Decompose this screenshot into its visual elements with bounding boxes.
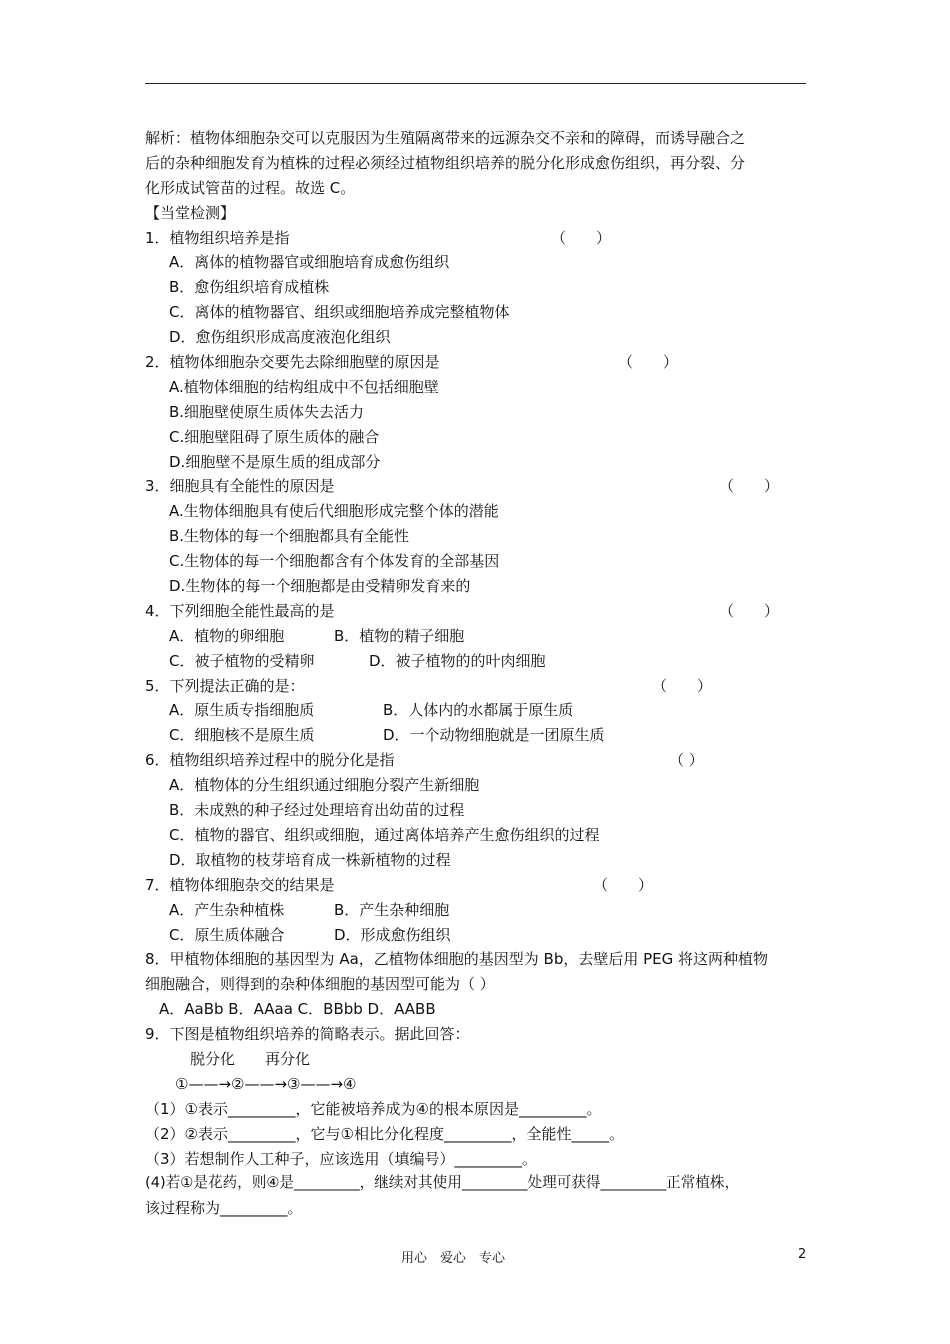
question-4-stem [145,599,810,624]
question-9-sub-4: (4)若①是花药，则④是_________，继续对其使用_________处理可获得_________正常植株， [145,1174,740,1192]
analysis-line-1: 解析：植物体细胞杂交可以克服因为生殖隔离带来的远源杂交不亲和的障碍，而诱导融合之 [145,129,746,147]
document-body [145,126,810,1221]
question-6-option-a: A．植物体的分生组织通过细胞分裂产生新细胞 [169,776,480,795]
question-9-sub-3: （3）若想制作人工种子，应该选用（填编号）_________。 [145,1149,538,1168]
footer-text: 用心 爱心 专心 [401,1251,506,1266]
option-d: D．被子植物的的叶肉细胞 [369,651,546,670]
option-d: D．形成愈伤组织 [334,925,451,944]
question-stem-text: 5．下列提法正确的是： [145,676,305,695]
question-7-options-row-1 [145,898,810,923]
question-stem-text: 1．植物组织培养是指 [145,228,290,247]
flow-diagram: ①——→②——→③——→④ [175,1074,357,1093]
question-3-option-c: C.生物体的每一个细胞都含有个体发育的全部基因 [169,552,500,571]
question-3-option-a: A.生物体细胞具有使后代细胞形成完整个体的潜能 [169,502,499,521]
option-a: A．原生质专指细胞质 [169,701,315,720]
answer-paren: （ ） [593,875,654,894]
question-stem-text: 7．植物体细胞杂交的结果是 [145,875,335,894]
question-stem-text: 4．下列细胞全能性最高的是 [145,601,335,620]
question-stem-text: 6．植物组织培养过程中的脱分化是指 [145,751,395,770]
question-6-option-c: C．植物的器官、组织或细胞，通过离体培养产生愈伤组织的过程 [169,825,600,844]
question-1-option-d: D．愈伤组织形成高度液泡化组织 [169,328,391,347]
option-b: B．人体内的水都属于原生质 [383,701,574,720]
answer-paren: （ ） [551,228,612,247]
section-title: 【当堂检测】 [145,203,236,222]
question-5-stem [145,674,810,699]
question-8-line-2: 细胞融合，则得到的杂种体细胞的基因型可能为（ ） [145,975,495,994]
answer-paren: （ ） [618,353,679,372]
question-stem-text: 2．植物体细胞杂交要先去除细胞壁的原因是 [145,353,440,372]
header-rule [145,83,806,84]
question-1-stem [145,226,810,251]
answer-paren: （ ） [719,601,780,620]
question-2-stem [145,350,810,375]
question-9-sub-2: （2）②表示_________，它与①相比分化程度_________，全能性_____。 [145,1124,624,1143]
question-3-stem [145,474,810,499]
answer-paren: （ ） [669,751,704,770]
option-c: C．被子植物的受精卵 [169,651,315,670]
page-number: 2 [798,1247,807,1262]
question-9-sub-1: （1）①表示_________，它能被培养成为④的根本原因是_________。 [145,1099,602,1118]
question-7-options-row-2 [145,923,810,948]
question-2-option-a: A.植物体细胞的结构组成中不包括细胞壁 [169,377,439,396]
question-1-option-a: A．离体的植物器官或细胞培育成愈伤组织 [169,253,450,272]
flow-labels: 脱分化 再分化 [190,1049,311,1068]
question-8-options: A．AaBb B．AAaa C．BBbb D．AABB [159,1000,436,1019]
option-a: A．产生杂种植株 [169,900,285,919]
question-3-option-d: D.生物体的每一个细胞都是由受精卵发育来的 [169,577,471,596]
option-c: C．原生质体融合 [169,925,285,944]
question-9-sub-4-cont: 该过程称为_________。 [145,1199,303,1218]
option-d: D．一个动物细胞就是一团原生质 [383,726,605,745]
question-2-option-b: B.细胞壁使原生质体失去活力 [169,402,365,421]
question-4-options-row-1 [145,624,810,649]
question-8-line-1: 8．甲植物体细胞的基因型为 Aa，乙植物体细胞的基因型为 Bb，去壁后用 PEG 将这两种植物 [145,950,769,969]
option-b: B．植物的精子细胞 [334,626,465,645]
analysis-line-2: 后的杂种细胞发育为植株的过程必须经过植物组织培养的脱分化形成愈伤组织，再分裂、分 [145,153,746,172]
question-4-options-row-2 [145,649,810,674]
question-9-stem: 9．下图是植物组织培养的简略表示。据此回答： [145,1025,470,1044]
question-5-options-row-2 [145,723,810,748]
question-6-option-d: D．取植物的枝芽培育成一株新植物的过程 [169,850,451,869]
option-a: A．植物的卵细胞 [169,626,285,645]
question-6-stem [145,748,810,773]
question-2-option-c: C.细胞壁阻碍了原生质体的融合 [169,427,380,446]
question-6-option-b: B．未成熟的种子经过处理培育出幼苗的过程 [169,801,465,820]
answer-paren: （ ） [719,477,780,496]
analysis-line-3: 化形成试管苗的过程。故选 C。 [145,178,356,197]
option-b: B．产生杂种细胞 [334,900,450,919]
option-c: C．细胞核不是原生质 [169,726,315,745]
question-7-stem [145,873,810,898]
question-1-option-b: B．愈伤组织培育成植株 [169,278,330,297]
question-5-options-row-1 [145,698,810,723]
answer-paren: （ ） [652,676,713,695]
question-stem-text: 3．细胞具有全能性的原因是 [145,477,335,496]
question-3-option-b: B.生物体的每一个细胞都具有全能性 [169,527,410,546]
question-1-option-c: C．离体的植物器官、组织或细胞培养成完整植物体 [169,303,510,322]
question-2-option-d: D.细胞壁不是原生质的组成部分 [169,452,381,471]
